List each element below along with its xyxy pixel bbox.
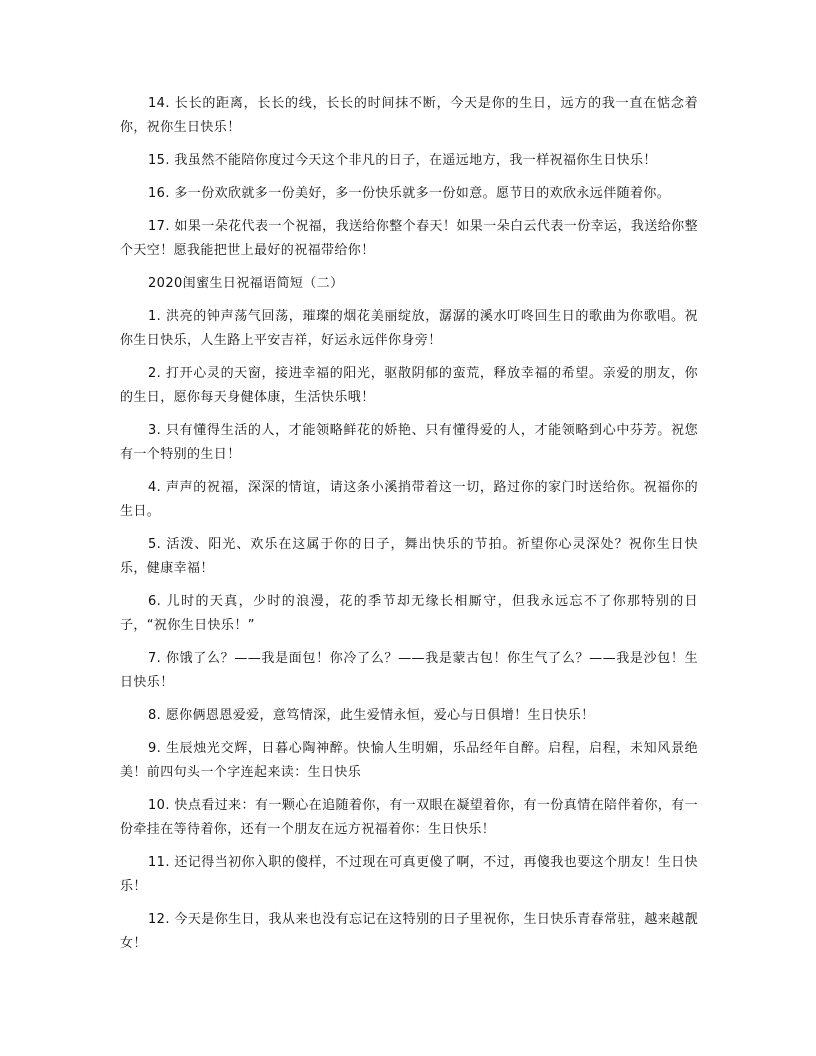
blessing-paragraph-8: 8. 愿你俩恩恩爱爱，意笃情深，此生爱情永恒，爱心与日俱增！生日快乐！ [148,708,595,723]
blessing-paragraph-10: 10. 快点看过来：有一颗心在追随着你，有一双眼在凝望着你，有一份真情在陪伴着你，有一份牵挂在等待着你，还有一个朋友在远方祝福着你：生日快乐！ [120,798,698,837]
blessing-paragraph-16: 16. 多一份欢欣就多一份美好，多一份快乐就多一份如意。愿节日的欢欣永远伴随着你。 [148,186,671,201]
blessing-paragraph-1: 1. 洪亮的钟声荡气回荡，璀璨的烟花美丽绽放，潺潺的溪水叮咚回生日的歌曲为你歌唱。祝你生日快乐，人生路上平安吉祥，好运永远伴你身旁！ [120,309,698,348]
blessing-paragraph-5: 5. 活泼、阳光、欢乐在这属于你的日子，舞出快乐的节拍。祈望你心灵深处？祝你生日快乐，健康幸福！ [120,537,698,576]
blessing-paragraph-2: 2. 打开心灵的天窗，接进幸福的阳光，驱散阴郁的蛮荒，释放幸福的希望。亲爱的朋友，你的生日，愿你每天身健体康，生活快乐哦！ [120,366,698,405]
blessing-paragraph-11: 11. 还记得当初你入职的傻样，不过现在可真更傻了啊，不过，再傻我也要这个朋友！生日快乐！ [120,855,698,894]
blessing-paragraph-3: 3. 只有懂得生活的人，才能领略鲜花的娇艳、只有懂得爱的人，才能领略到心中芬芳。祝您有一个特别的生日！ [120,423,698,462]
blessing-paragraph-7: 7. 你饿了么？——我是面包！你冷了么？——我是蒙古包！你生气了么？——我是沙包！生日快乐！ [120,651,698,690]
blessing-paragraph-14: 14. 长长的距离，长长的线，长长的时间抹不断，今天是你的生日，远方的我一直在惦念着你，祝你生日快乐！ [120,96,698,135]
blessing-paragraph-6: 6. 儿时的天真，少时的浪漫，花的季节却无缘长相厮守，但我永远忘不了你那特别的日子，“祝你生日快乐！” [120,594,698,633]
blessing-paragraph-4: 4. 声声的祝福，深深的情谊，请这条小溪捎带着这一切，路过你的家门时送给你。祝福你的生日。 [120,480,698,519]
blessing-paragraph-15: 15. 我虽然不能陪你度过今天这个非凡的日子，在遥远地方，我一样祝福你生日快乐！ [148,153,657,168]
blessing-paragraph-9: 9. 生辰烛光交辉，日暮心陶神醉。快愉人生明媚，乐品经年自醉。启程，启程，未知风景绝美！前四句头一个字连起来读：生日快乐 [120,741,698,780]
section-heading: 2020闺蜜生日祝福语简短（二） [148,276,344,291]
document-body [120,92,698,965]
blessing-paragraph-17: 17. 如果一朵花代表一个祝福，我送给你整个春天！如果一朵白云代表一份幸运，我送给你整个天空！愿我能把世上最好的祝福带给你！ [120,219,698,258]
blessing-paragraph-12: 12. 今天是你生日，我从来也没有忘记在这特别的日子里祝你，生日快乐青春常驻，越来越靓女！ [120,912,698,951]
